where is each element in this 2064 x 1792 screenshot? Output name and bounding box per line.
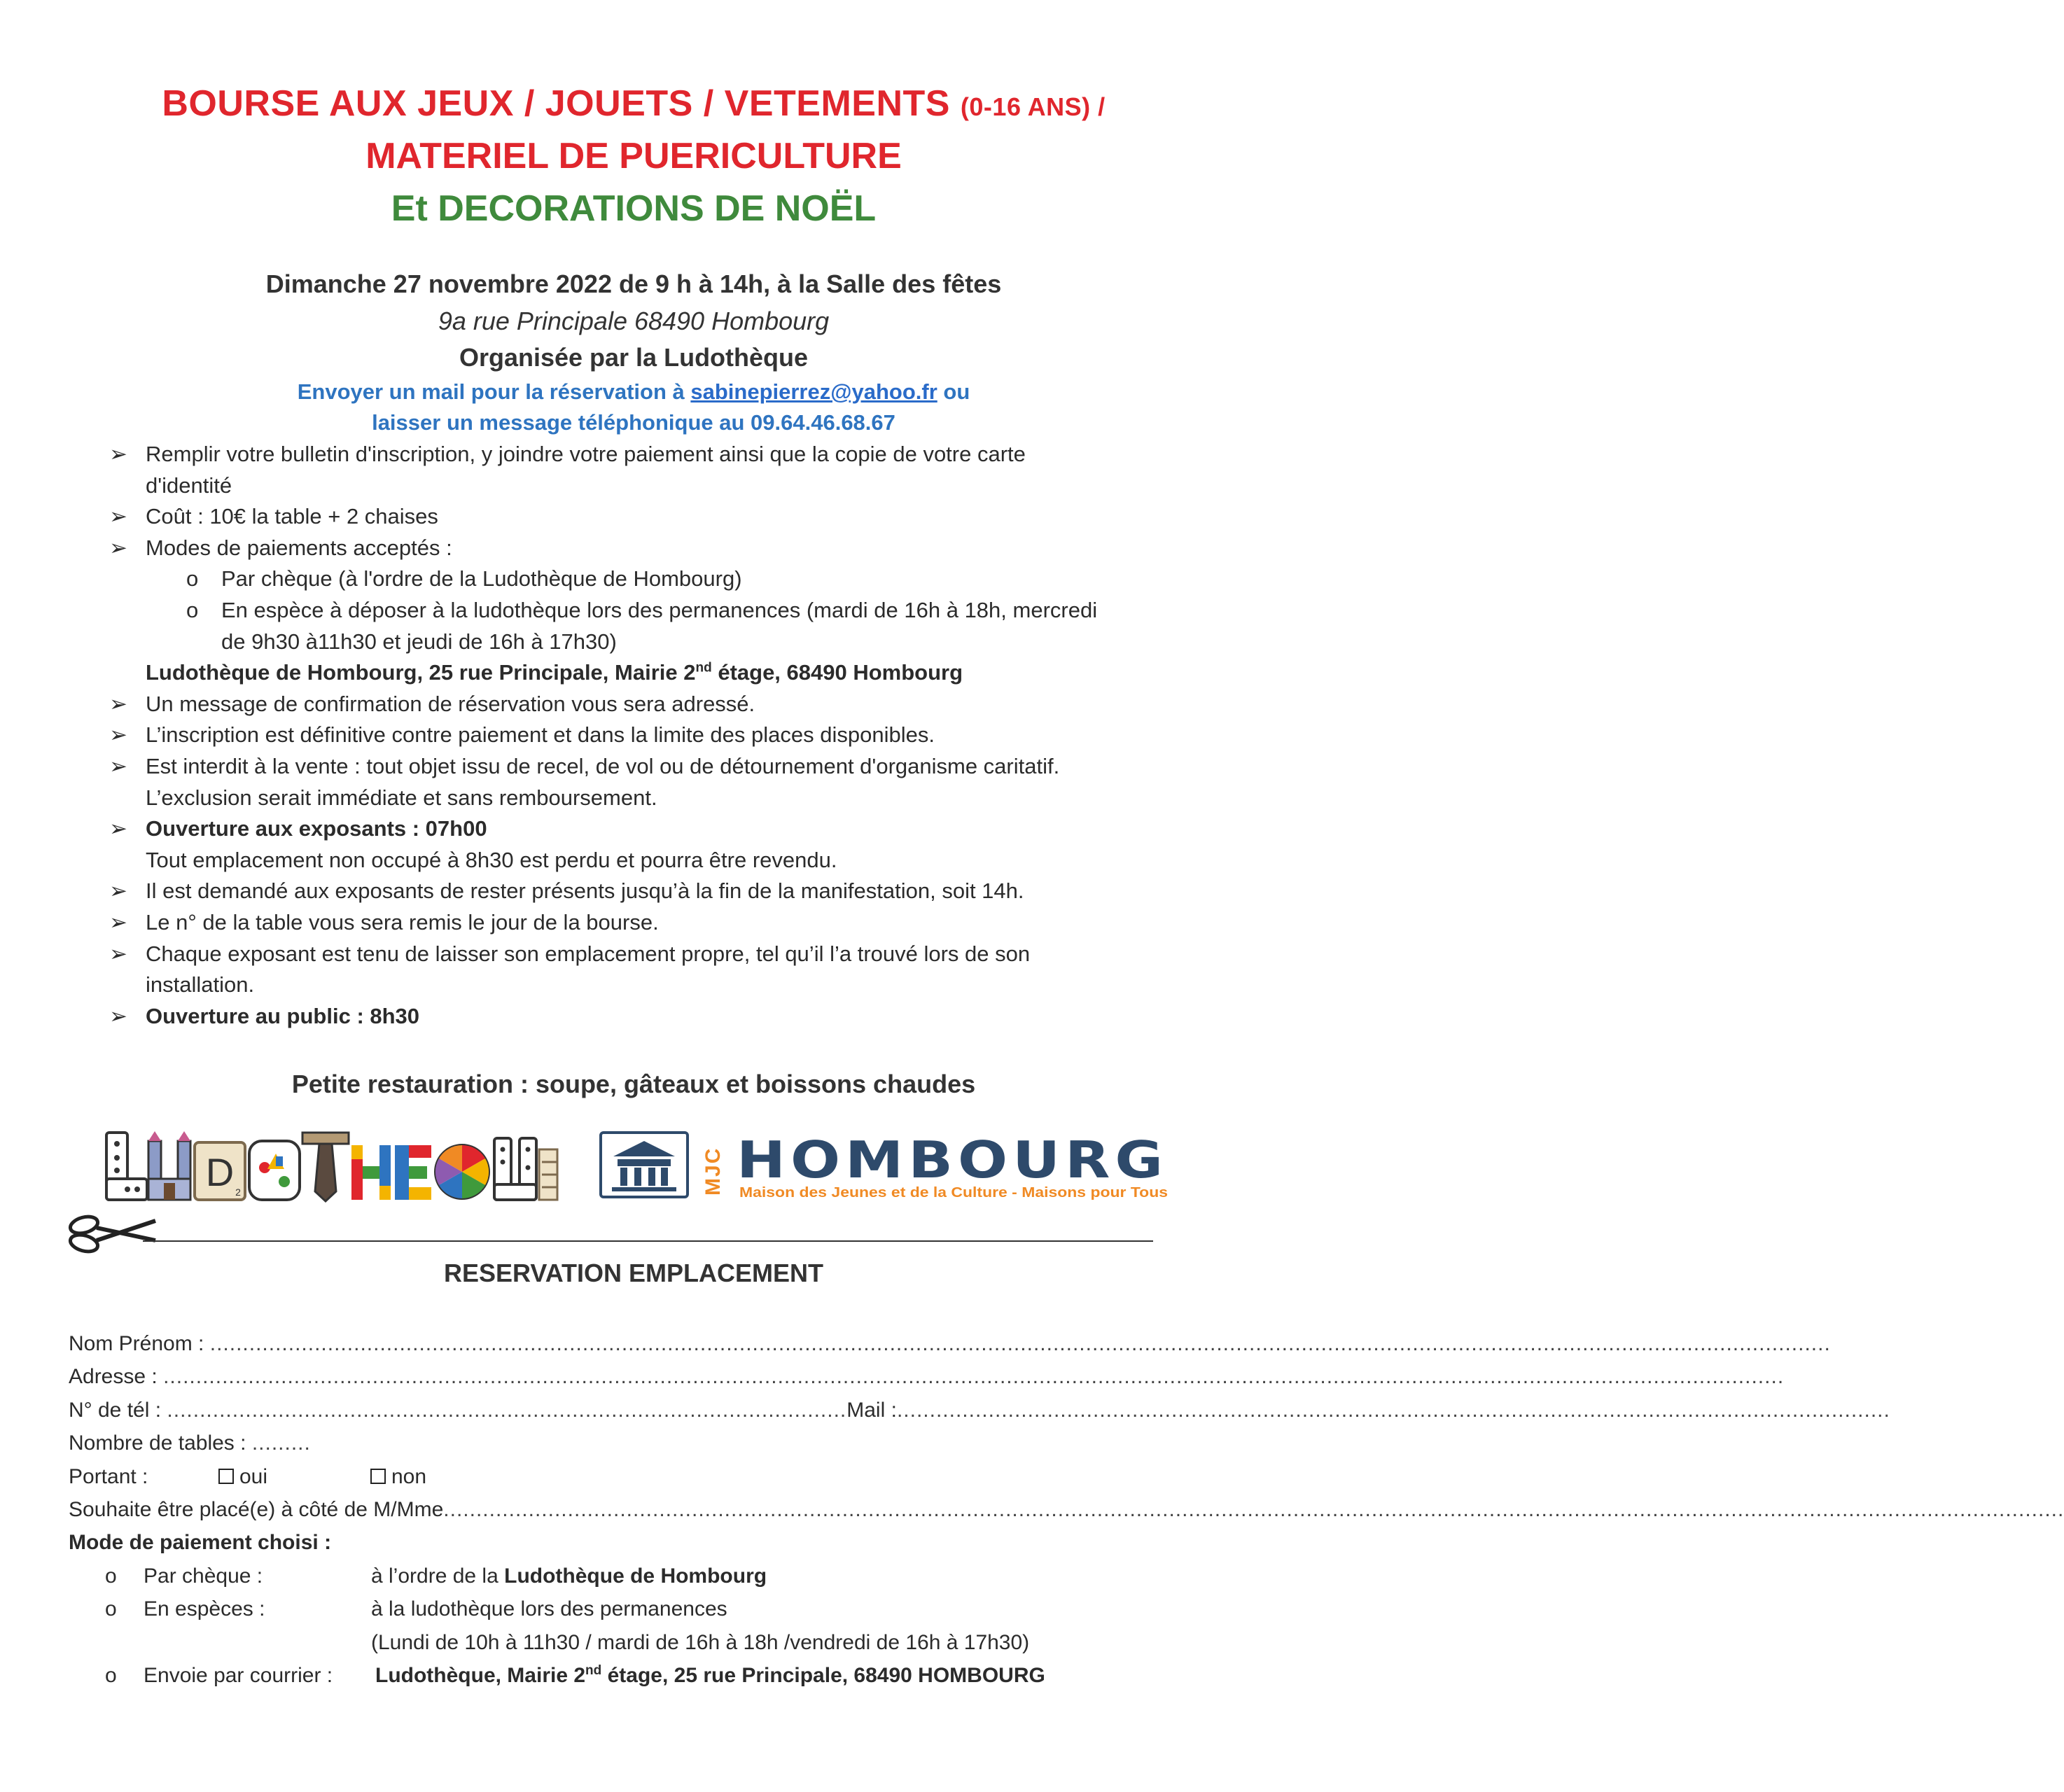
title-line-1 [0, 83, 1267, 125]
checkbox-icon[interactable] [370, 1469, 386, 1484]
circle-bullet-icon: o [105, 1664, 117, 1688]
rule-item [109, 689, 1173, 720]
field-label: Nom Prénom : [69, 1332, 204, 1355]
rule-item [109, 533, 1173, 564]
rule-text: Modes de paiements acceptés : [146, 535, 452, 560]
payment-option-cheque[interactable] [69, 1560, 1169, 1592]
field-portant [69, 1460, 1169, 1493]
payment-text: Ludothèque, Mairie 2 [375, 1664, 586, 1688]
rule-continuation [109, 783, 1173, 814]
logo-letter-h [351, 1145, 391, 1200]
neighbor-input-line[interactable]: ........................................................................................................................................................................................................................................................ [443, 1498, 2064, 1522]
field-address [69, 1360, 1785, 1393]
contact-prefix: Envoyer un mail pour la réservation à [297, 379, 685, 404]
cut-line [64, 1211, 1157, 1253]
rule-item [109, 1001, 1173, 1032]
mjc-vertical-text: MJC [702, 1147, 725, 1196]
contact-line-2: laisser un message téléphonique au 09.64.46.68.67 [372, 410, 895, 435]
logo-letter-e [395, 1145, 431, 1200]
rule-subitem [109, 564, 1173, 595]
rule-text: Il est demandé aux exposants de rester présents jusqu’à la fin de la manifestation, soit 14h. [146, 878, 1024, 904]
reservation-title: RESERVATION EMPLACEMENT [443, 1259, 824, 1287]
arrow-bullet-icon: ➢ [109, 504, 127, 529]
arrow-bullet-icon: ➢ [109, 753, 127, 778]
payment-label: En espèces : [144, 1597, 265, 1621]
event-date: Dimanche 27 novembre 2022 de 9 h à 14h, à la Salle des fêtes [265, 270, 1002, 298]
payment-label: Par chèque : [144, 1564, 263, 1588]
field-label: Adresse : [69, 1365, 158, 1389]
rule-text: Est interdit à la vente : tout objet issu de recel, de vol ou de détournement d'organisme caritatif. [146, 753, 1060, 778]
rule-text: installation. [146, 972, 255, 997]
rule-continuation [109, 969, 1173, 1001]
rule-item [109, 720, 1173, 751]
rule-item [109, 939, 1173, 970]
rule-text: Chaque exposant est tenu de laisser son emplacement propre, tel qu’il l’a trouvé lors de son [146, 941, 1031, 966]
field-label: N° de tél : [69, 1398, 162, 1422]
circle-bullet-icon: o [105, 1564, 117, 1588]
rule-text: Ouverture aux exposants : 07h00 [146, 816, 487, 841]
logo-letter-l [106, 1133, 147, 1200]
field-neighbor [69, 1493, 2064, 1526]
rules-list [109, 439, 1173, 1032]
logo-letter-d [195, 1142, 245, 1200]
checkbox-label: oui [239, 1464, 268, 1488]
field-label: Souhaite être placé(e) à côté de M/Mme [69, 1498, 444, 1522]
payment-value: (Lundi de 10h à 11h30 / mardi de 16h à 18h /vendredi de 16h à 17h30) [371, 1630, 1030, 1654]
payment-text: à l’ordre de la [371, 1564, 498, 1588]
rule-text: L’inscription est définitive contre paiement et dans la limite des places disponibles. [146, 722, 935, 748]
rule-text: de 9h30 à11h30 et jeudi de 16h à 17h30) [221, 629, 617, 654]
rule-text: Par chèque (à l'ordre de la Ludothèque de Hombourg) [221, 566, 742, 592]
email-link[interactable]: sabinepierrez@yahoo.fr [690, 379, 937, 404]
contact-suffix: ou [943, 379, 970, 404]
logo-letter-u [148, 1131, 190, 1200]
rule-item [109, 501, 1173, 533]
checkbox-oui[interactable] [218, 1460, 370, 1493]
rule-text: L’exclusion serait immédiate et sans remboursement. [146, 785, 657, 810]
field-tables [69, 1427, 1169, 1460]
addr-sup: nd [695, 660, 712, 676]
logo-letter-e2 [539, 1149, 557, 1200]
field-label: Nombre de tables : [69, 1432, 246, 1455]
ludotheque-address [109, 657, 1173, 689]
field-name [69, 1327, 1831, 1360]
field-label: Mail : [846, 1398, 897, 1422]
circle-bullet-icon: o [105, 1597, 117, 1621]
rule-text: Tout emplacement non occupé à 8h30 est perdu et pourra être revendu. [146, 847, 837, 872]
addr-text: étage, 68490 Hombourg [718, 660, 963, 685]
payment-option-courrier[interactable] [69, 1659, 1169, 1692]
rule-item [109, 876, 1173, 907]
rule-text: Un message de confirmation de réservation vous sera adressé. [146, 691, 755, 716]
payment-text: étage, 25 rue Principale, 68490 HOMBOURG [607, 1664, 1045, 1688]
svg-text:D: D [205, 1150, 235, 1194]
scissors-icon [69, 1214, 155, 1254]
title-main: BOURSE AUX JEUX / JOUETS / VETEMENTS [162, 83, 950, 124]
rule-item [109, 907, 1173, 939]
payment-hours [69, 1626, 1169, 1659]
event-organizer: Organisée par la Ludothèque [459, 343, 809, 372]
arrow-bullet-icon: ➢ [109, 1003, 127, 1028]
logo-letter-o [249, 1141, 300, 1200]
payment-value [371, 1560, 767, 1592]
payment-value: à la ludothèque lors des permanences [371, 1597, 727, 1621]
arrow-bullet-icon: ➢ [109, 878, 127, 904]
checkbox-label: non [391, 1464, 427, 1488]
rule-text: En espèce à déposer à la ludothèque lors des permanences (mardi de 16h à 18h, mercredi [221, 597, 1098, 622]
phone-input-line[interactable]: ........................................................................................................ [167, 1398, 847, 1422]
mjc-name: HOMBOURG [737, 1130, 1168, 1189]
rule-text: Ouverture au public : 8h30 [146, 1003, 420, 1028]
mjc-tagline: Maison des Jeunes et de la Culture - Maisons pour Tous [739, 1185, 1168, 1200]
title-line-3: Et DECORATIONS DE NOËL [391, 188, 877, 229]
svg-text:2: 2 [235, 1186, 241, 1198]
contact-line-1 [0, 379, 1267, 405]
ludotheque-logo [105, 1128, 560, 1204]
mail-input-line[interactable]: ........................................................................................................................................................ [896, 1398, 1890, 1422]
address-input-line[interactable]: ........................................................................................................................................................................................................................................................ [163, 1365, 1785, 1389]
arrow-bullet-icon: ➢ [109, 722, 127, 748]
circle-bullet-icon: o [186, 597, 199, 622]
arrow-bullet-icon: ➢ [109, 909, 127, 934]
rule-continuation [109, 845, 1173, 876]
arrow-bullet-icon: ➢ [109, 535, 127, 560]
payment-option-especes[interactable] [69, 1592, 1169, 1625]
reservation-form [69, 1327, 2064, 1692]
title-age-range: (0-16 ANS) / [960, 92, 1106, 121]
addr-text: Ludothèque de Hombourg, 25 rue Principale, Mairie 2 [146, 660, 696, 685]
rule-item [109, 439, 1173, 470]
field-phone-mail [69, 1394, 1890, 1427]
rule-item [109, 813, 1173, 845]
arrow-bullet-icon: ➢ [109, 941, 127, 966]
payment-sup: nd [585, 1663, 602, 1679]
logo-letter-q [435, 1145, 489, 1198]
arrow-bullet-icon: ➢ [109, 442, 127, 466]
name-input-line[interactable]: ........................................................................................................................................................................................................................................................ [209, 1332, 1831, 1355]
checkbox-non[interactable] [370, 1460, 426, 1493]
mjc-hombourg-logo [599, 1131, 1173, 1201]
rule-continuation [109, 470, 1173, 502]
event-address: 9a rue Principale 68490 Hombourg [438, 307, 830, 335]
logo-letter-t [302, 1133, 349, 1201]
rule-text: Coût : 10€ la table + 2 chaises [146, 504, 438, 529]
payment-heading: Mode de paiement choisi : [69, 1531, 332, 1555]
rule-subitem-continuation [109, 626, 1173, 658]
rule-item [109, 751, 1173, 783]
arrow-bullet-icon: ➢ [109, 691, 127, 716]
checkbox-icon[interactable] [218, 1469, 234, 1484]
payment-label: Envoie par courrier : [144, 1664, 333, 1688]
rule-text: d'identité [146, 472, 232, 498]
rule-text: Remplir votre bulletin d'inscription, y joindre votre paiement ainsi que la copie de votre carte [146, 442, 1026, 466]
tables-input-line[interactable]: ......... [251, 1432, 311, 1455]
circle-bullet-icon: o [186, 566, 199, 592]
rule-subitem [109, 595, 1173, 626]
payment-text-bold: Ludothèque de Hombourg [504, 1564, 767, 1588]
title-line-2: MATERIEL DE PUERICULTURE [365, 136, 902, 176]
field-label: Portant : [69, 1464, 148, 1488]
arrow-bullet-icon: ➢ [109, 816, 127, 841]
restauration-line: Petite restauration : soupe, gâteaux et boissons chaudes [291, 1070, 976, 1098]
logo-letter-u2 [494, 1138, 536, 1200]
rule-text: Le n° de la table vous sera remis le jour de la bourse. [146, 909, 659, 934]
payment-value [375, 1659, 1045, 1692]
